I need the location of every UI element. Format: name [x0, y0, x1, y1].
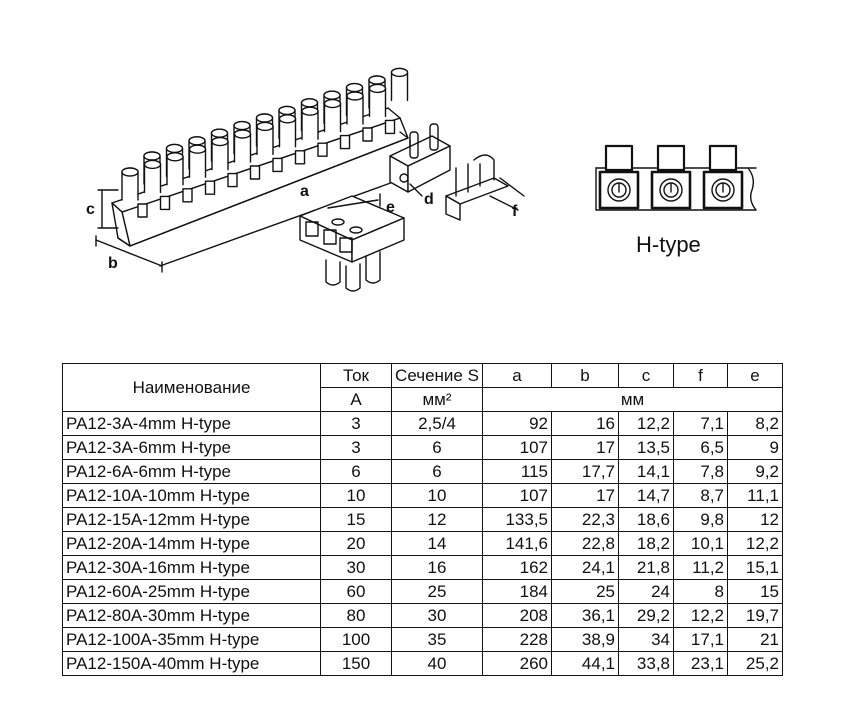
svg-text:e: e — [386, 199, 395, 216]
cell-current: 6 — [321, 460, 392, 484]
cell-f: 6,5 — [674, 436, 728, 460]
table-row — [63, 628, 783, 652]
table-row — [63, 436, 783, 460]
cell-name: PA12-6A-6mm H-type — [63, 460, 321, 484]
cell-b: 24,1 — [552, 556, 619, 580]
cell-e: 9 — [728, 436, 783, 460]
cell-b: 16 — [552, 412, 619, 436]
cell-a: 141,6 — [483, 532, 552, 556]
header-current-unit: А — [321, 388, 392, 412]
cell-current: 60 — [321, 580, 392, 604]
header-section: Сечение S — [392, 364, 483, 388]
cell-section: 2,5/4 — [392, 412, 483, 436]
cell-e: 25,2 — [728, 652, 783, 676]
svg-text:d: d — [424, 191, 434, 208]
header-current: Ток — [321, 364, 392, 388]
header-row-1 — [63, 364, 783, 388]
table-row — [63, 604, 783, 628]
cell-name: PA12-3A-4mm H-type — [63, 412, 321, 436]
header-col-c: c — [619, 364, 674, 388]
header-section-unit: мм² — [392, 388, 483, 412]
table-row — [63, 532, 783, 556]
cell-section: 12 — [392, 508, 483, 532]
cell-f: 8,7 — [674, 484, 728, 508]
cell-section: 30 — [392, 604, 483, 628]
cell-c: 21,8 — [619, 556, 674, 580]
small-block-illustration — [300, 194, 404, 291]
cell-b: 38,9 — [552, 628, 619, 652]
header-col-a: a — [483, 364, 552, 388]
cell-e: 11,1 — [728, 484, 783, 508]
cell-section: 6 — [392, 436, 483, 460]
h-type-cell — [652, 146, 690, 208]
cell-f: 11,2 — [674, 556, 728, 580]
svg-text:f: f — [512, 203, 518, 220]
cell-a: 107 — [483, 436, 552, 460]
svg-text:c: c — [86, 201, 95, 218]
table-row — [63, 652, 783, 676]
table-row — [63, 460, 783, 484]
spec-table — [62, 363, 783, 676]
cell-a: 115 — [483, 460, 552, 484]
cell-current: 80 — [321, 604, 392, 628]
cell-name: PA12-150A-40mm H-type — [63, 652, 321, 676]
cell-c: 14,1 — [619, 460, 674, 484]
cell-f: 10,1 — [674, 532, 728, 556]
cell-a: 133,5 — [483, 508, 552, 532]
cell-section: 14 — [392, 532, 483, 556]
cell-name: PA12-15A-12mm H-type — [63, 508, 321, 532]
cell-c: 12,2 — [619, 412, 674, 436]
cell-b: 36,1 — [552, 604, 619, 628]
cell-name: PA12-3A-6mm H-type — [63, 436, 321, 460]
header-col-e: e — [728, 364, 783, 388]
header-dims-unit: мм — [483, 388, 783, 412]
cell-a: 162 — [483, 556, 552, 580]
cell-current: 3 — [321, 436, 392, 460]
svg-text:a: a — [300, 183, 309, 200]
cell-a: 184 — [483, 580, 552, 604]
cell-b: 22,8 — [552, 532, 619, 556]
cell-e: 19,7 — [728, 604, 783, 628]
cell-c: 24 — [619, 580, 674, 604]
cell-a: 228 — [483, 628, 552, 652]
cell-c: 18,2 — [619, 532, 674, 556]
cell-current: 10 — [321, 484, 392, 508]
table-row — [63, 556, 783, 580]
cell-f: 17,1 — [674, 628, 728, 652]
h-type-cell — [704, 146, 742, 208]
cell-name: PA12-20A-14mm H-type — [63, 532, 321, 556]
table-row — [63, 412, 783, 436]
cell-section: 16 — [392, 556, 483, 580]
cell-c: 34 — [619, 628, 674, 652]
cell-c: 29,2 — [619, 604, 674, 628]
cell-b: 25 — [552, 580, 619, 604]
cell-c: 18,6 — [619, 508, 674, 532]
cell-current: 3 — [321, 412, 392, 436]
cell-a: 260 — [483, 652, 552, 676]
cell-e: 12 — [728, 508, 783, 532]
cell-f: 9,8 — [674, 508, 728, 532]
cell-e: 8,2 — [728, 412, 783, 436]
svg-text:b: b — [108, 255, 118, 272]
cell-e: 12,2 — [728, 532, 783, 556]
cell-current: 100 — [321, 628, 392, 652]
cell-c: 33,8 — [619, 652, 674, 676]
table-row — [63, 508, 783, 532]
cell-name: PA12-100A-35mm H-type — [63, 628, 321, 652]
cell-name: PA12-30A-16mm H-type — [63, 556, 321, 580]
cell-current: 150 — [321, 652, 392, 676]
header-name: Наименование — [63, 364, 321, 412]
cell-e: 15,1 — [728, 556, 783, 580]
cell-current: 20 — [321, 532, 392, 556]
cell-f: 7,8 — [674, 460, 728, 484]
cell-b: 17 — [552, 484, 619, 508]
cell-current: 15 — [321, 508, 392, 532]
cell-a: 92 — [483, 412, 552, 436]
cell-a: 107 — [483, 484, 552, 508]
h-type-front-view — [596, 146, 756, 210]
cell-e: 15 — [728, 580, 783, 604]
h-type-caption: H-type — [636, 232, 701, 257]
cell-b: 44,1 — [552, 652, 619, 676]
cell-name: PA12-10A-10mm H-type — [63, 484, 321, 508]
bracket-detail-illustration — [446, 155, 524, 220]
cell-section: 25 — [392, 580, 483, 604]
cell-section: 6 — [392, 460, 483, 484]
cell-section: 35 — [392, 628, 483, 652]
cell-name: PA12-80A-30mm H-type — [63, 604, 321, 628]
cell-e: 9,2 — [728, 460, 783, 484]
header-col-f: f — [674, 364, 728, 388]
cell-section: 10 — [392, 484, 483, 508]
cell-c: 13,5 — [619, 436, 674, 460]
cell-name: PA12-60A-25mm H-type — [63, 580, 321, 604]
cell-section: 40 — [392, 652, 483, 676]
cell-f: 23,1 — [674, 652, 728, 676]
cell-c: 14,7 — [619, 484, 674, 508]
cell-a: 208 — [483, 604, 552, 628]
cell-f: 7,1 — [674, 412, 728, 436]
header-col-b: b — [552, 364, 619, 388]
cell-b: 17 — [552, 436, 619, 460]
h-type-cell — [600, 146, 638, 208]
cell-f: 8 — [674, 580, 728, 604]
cell-f: 12,2 — [674, 604, 728, 628]
table-row — [63, 580, 783, 604]
table-row — [63, 484, 783, 508]
cell-b: 17,7 — [552, 460, 619, 484]
cell-b: 22,3 — [552, 508, 619, 532]
cell-e: 21 — [728, 628, 783, 652]
cell-current: 30 — [321, 556, 392, 580]
terminal-block-drawing — [0, 0, 848, 360]
